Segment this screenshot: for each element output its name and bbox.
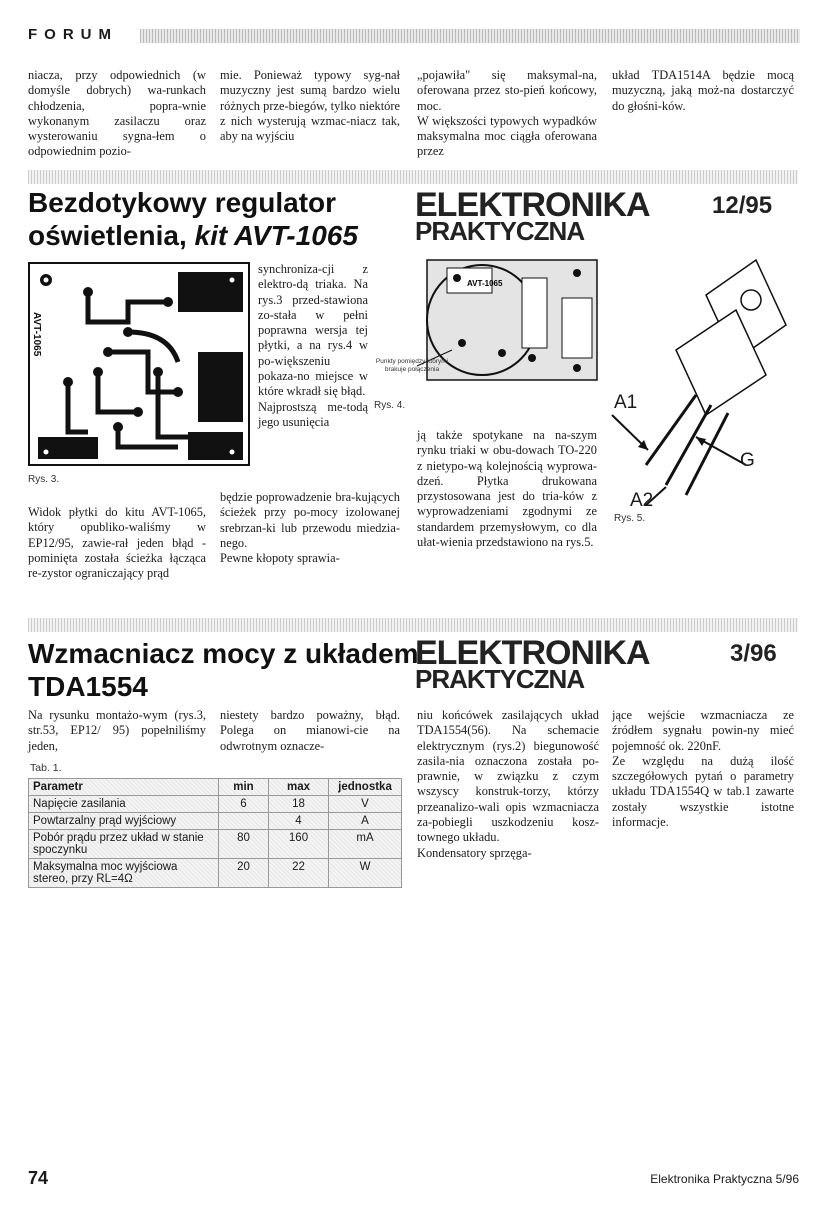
fig5-caption: Rys. 5.: [614, 513, 646, 524]
article2-col-1: Na rysunku montażo-wym (rys.3, str.53, EP12/ 95) popełniliśmy jeden,: [28, 708, 206, 753]
top-col-3: „pojawiła" się maksymal-na, oferowana przez sto-pień końcowy, moc. W większości typowych wypadków maksymalna moc ciągła oferowana przez: [417, 68, 597, 159]
board-label: AVT-1065: [467, 279, 503, 288]
article1-col-2: będzie poprowadzenie bra-kujących ścieżek przy po-mocy izolowanej srebrzan-ki lub przewodu miedzia-nego. Pewne kłopoty sprawia-: [220, 490, 400, 566]
fig3-caption: Rys. 3.: [28, 474, 60, 485]
article1-col-1: Widok płytki do kitu AVT-1065, który opubliko-waliśmy w EP12/95, zawie-rał jeden błąd - pominięta została ścieżka łącząca re-zystor ograniczający prąd: [28, 505, 206, 581]
parameters-table: [28, 778, 402, 888]
pcb-zoom-drawing: [372, 258, 600, 408]
divider-band: [28, 170, 798, 184]
col-header-min: min: [219, 779, 269, 796]
pcb-drawing: [28, 262, 250, 466]
pcb-figure-rys3: [28, 262, 250, 466]
table-caption: Tab. 1.: [30, 762, 62, 774]
triac-drawing: [606, 255, 798, 520]
table-row: Maksymalna moc wyjściowa stereo, przy RL=4Ω 20 22 W: [29, 859, 402, 888]
table-row: Powtarzalny prąd wyjściowy 4 A: [29, 813, 402, 830]
table-row: Napięcie zasilania 6 18 V: [29, 796, 402, 813]
article1-title: Bezdotykowy regulator oświetlenia, kit AVT-1065: [28, 187, 358, 251]
pcb-label: AVT-1065: [31, 312, 42, 357]
pin-a1-label: A1: [614, 392, 638, 413]
header-bar: [140, 29, 800, 43]
article1-col-3: ją także spotykane na na-szym rynku triaki w obu-dowach TO-220 z nietypo-wą kolejnością wyprowa-dzeń. Płytka drukowana przystosowana jest do tria-ków z wyprowadzeniami zgodnymi ze standardem przemysłowym, co dla ułat-wienia przedstawiono na rys.5.: [417, 428, 597, 550]
table-row: Pobór prądu przez układ w stanie spoczynku 80 160 mA: [29, 830, 402, 859]
pin-g-label: G: [740, 450, 755, 471]
magazine-footer: Elektronika Praktyczna 5/96: [650, 1172, 799, 1186]
triac-figure-rys5: [606, 255, 798, 520]
col-header-parameter: Parametr: [29, 779, 219, 796]
issue-number: 12/95: [712, 192, 773, 219]
divider-band-2: [28, 618, 798, 632]
pin-a2-label: A2: [630, 490, 654, 511]
article2-col-3: niu końcówek zasilających układ TDA1554(56). Na schemacie elektrycznym (rys.2) biegunowość zasila-nia oznaczona została po-prawnie, w związku z czym wszyscy konstruk-torzy, którzy przeanalizo-wali opis wzmacniacza za-pobiegli uszkodzeniu kosz-townego układu. Kondensatory sprzęga-: [417, 708, 599, 860]
top-col-1: niacza, przy odpowiednich (w domyśle dobrych) wa-runkach chłodzenia, popra-wnie wykonanym zasilaczu oraz wysterowaniu sygna-łem o odpowiednim pozio-: [28, 68, 206, 159]
col-header-max: max: [269, 779, 329, 796]
section-header: FORUM: [28, 26, 118, 43]
magazine-logo: ELEKTRONIKA PRAKTYCZNA: [415, 186, 650, 246]
top-col-2: mie. Ponieważ typowy syg-nał muzyczny jest sumą bardzo wielu różnych prze-biegów, tylko niektóre z nich wysterują wzmac-niacz tak, aby na wyjściu: [220, 68, 400, 144]
article2-title: Wzmacniacz mocy z układem TDA1554: [28, 638, 419, 702]
article2-col-2: niestety bardzo poważny, błąd. Polega on mianowi-cie na odwrotnym oznacze-: [220, 708, 400, 753]
issue-number-2: 3/96: [730, 640, 777, 667]
fig4-caption: Rys. 4.: [374, 400, 406, 411]
article1-col-mid: synchroniza-cji z elektro-dą triaka. Na rys.3 przed-stawiona zo-stała w pełni poprawna wersja tej płytki, a na rys.4 w po-większeniu pokaza-no miejsce w które wkradł się błąd. Najprostszą me-todą jego usunięcia: [258, 262, 368, 429]
fig4-note: Punkty pomiędzy którymi brakuje połączenia: [375, 358, 449, 373]
article2-col-4: jące wejście wzmacniacza ze źródłem sygnału powin-ny mieć pojemność ok. 220nF. Ze względu na dużą ilość szczegółowych pytań o parametry układu TDA1554Q w tab.1 zawarte zostały wszystkie istotne informacje.: [612, 708, 794, 830]
top-col-4: układ TDA1514A będzie mocą muzyczną, jaką moż-na dostarczyć do głośni-ków.: [612, 68, 794, 113]
col-header-unit: jednostka: [329, 779, 402, 796]
pcb-figure-rys4: [372, 258, 600, 408]
page-number: 74: [28, 1168, 49, 1188]
magazine-logo-2: ELEKTRONIKA PRAKTYCZNA: [415, 634, 650, 694]
